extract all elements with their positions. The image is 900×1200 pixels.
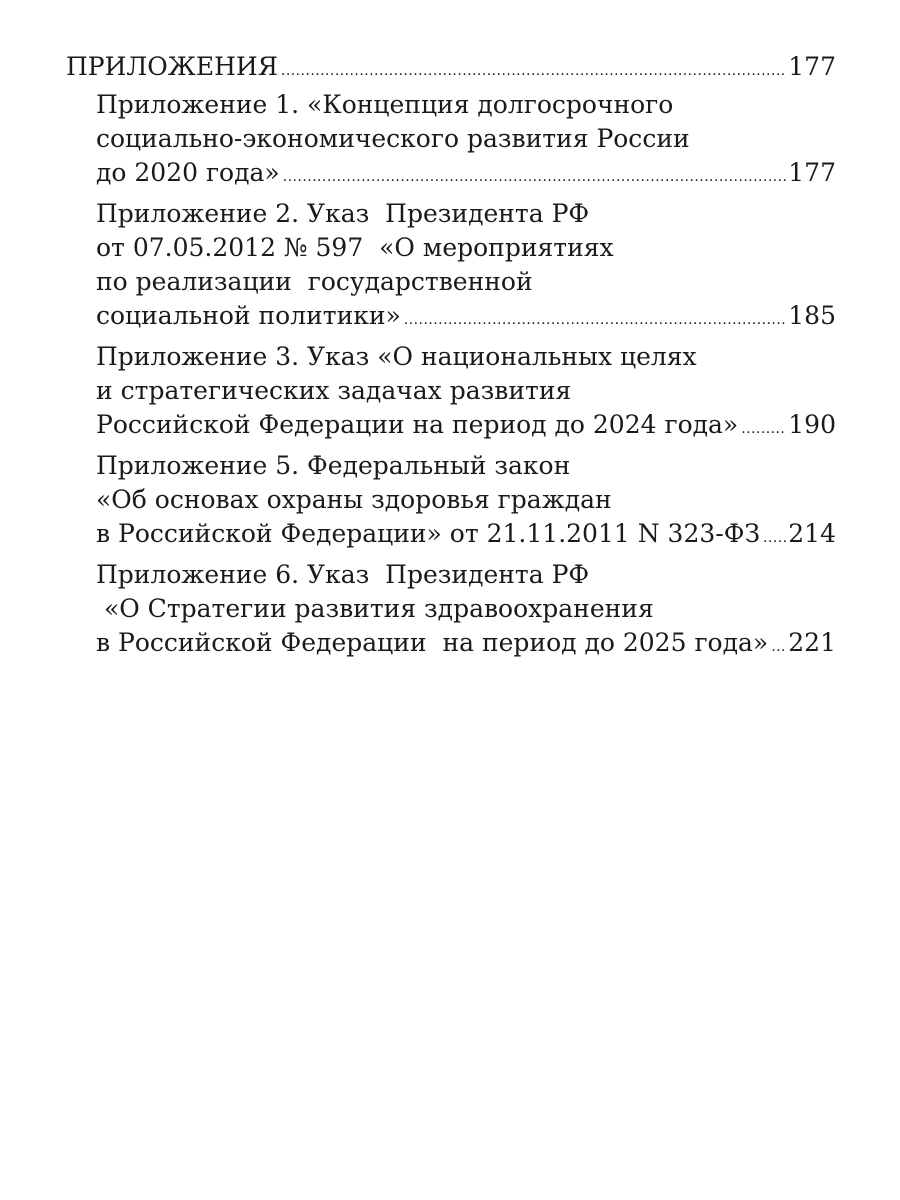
entry-text: Приложение 2. Указ Президента РФ: [96, 199, 590, 228]
dot-leader: [281, 54, 786, 88]
table-of-contents: [66, 50, 836, 660]
toc-entry-line: [96, 449, 836, 483]
dot-leader: [404, 303, 786, 337]
entry-text: социально-экономического развития России: [96, 124, 690, 153]
toc-entry-line: [96, 408, 836, 442]
entry-text: социальной политики»: [96, 301, 401, 330]
toc-entry: [66, 449, 836, 551]
entry-text: Российской Федерации на период до 2024 года»: [96, 410, 739, 439]
toc-entry: [66, 340, 836, 442]
entry-text: и стратегических задачах развития: [96, 376, 572, 405]
entry-text: «Об основах охраны здоровья граждан: [96, 485, 612, 514]
toc-section-line: [66, 50, 836, 84]
page-number: 221: [788, 628, 836, 657]
toc-entry-line: [96, 517, 836, 551]
section-title: ПРИЛОЖЕНИЯ: [66, 52, 278, 81]
entry-text: Приложение 3. Указ «О национальных целях: [96, 342, 697, 371]
dot-leader: [771, 630, 786, 664]
page-number: 177: [788, 158, 836, 187]
entry-text: Приложение 6. Указ Президента РФ: [96, 560, 590, 589]
entry-text: Приложение 5. Федеральный закон: [96, 451, 571, 480]
page-number: 177: [788, 52, 836, 81]
entry-text: по реализации государственной: [96, 267, 533, 296]
toc-entry-line: [96, 197, 836, 231]
toc-entry: [66, 558, 836, 660]
toc-entry-line: [96, 265, 836, 299]
toc-entry-line: [96, 374, 836, 408]
toc-section: [66, 50, 836, 84]
toc-entry-line: [96, 231, 836, 265]
toc-entry: [66, 88, 836, 190]
toc-entry-line: [96, 156, 836, 190]
toc-entry-line: [96, 299, 836, 333]
dot-leader: [283, 160, 787, 194]
toc-entry-line: [96, 340, 836, 374]
page-number: 185: [788, 301, 836, 330]
entry-text: Приложение 1. «Концепция долгосрочного: [96, 90, 674, 119]
toc-entry-line: [96, 626, 836, 660]
page-number: 214: [788, 519, 836, 548]
toc-entry-line: [96, 122, 836, 156]
toc-entry-line: [96, 558, 836, 592]
entry-text: в Российской Федерации» от 21.11.2011 N 323-ФЗ: [96, 519, 761, 548]
entry-text: от 07.05.2012 № 597 «О мероприятиях: [96, 233, 614, 262]
toc-entry-line: [96, 592, 836, 626]
toc-entry-line: [96, 483, 836, 517]
dot-leader: [763, 521, 786, 555]
toc-entry: [66, 197, 836, 333]
dot-leader: [741, 412, 786, 446]
entry-text: «О Стратегии развития здравоохранения: [96, 594, 654, 623]
page-number: 190: [788, 410, 836, 439]
toc-entry-line: [96, 88, 836, 122]
entry-text: до 2020 года»: [96, 158, 280, 187]
entry-text: в Российской Федерации на период до 2025 года»: [96, 628, 769, 657]
